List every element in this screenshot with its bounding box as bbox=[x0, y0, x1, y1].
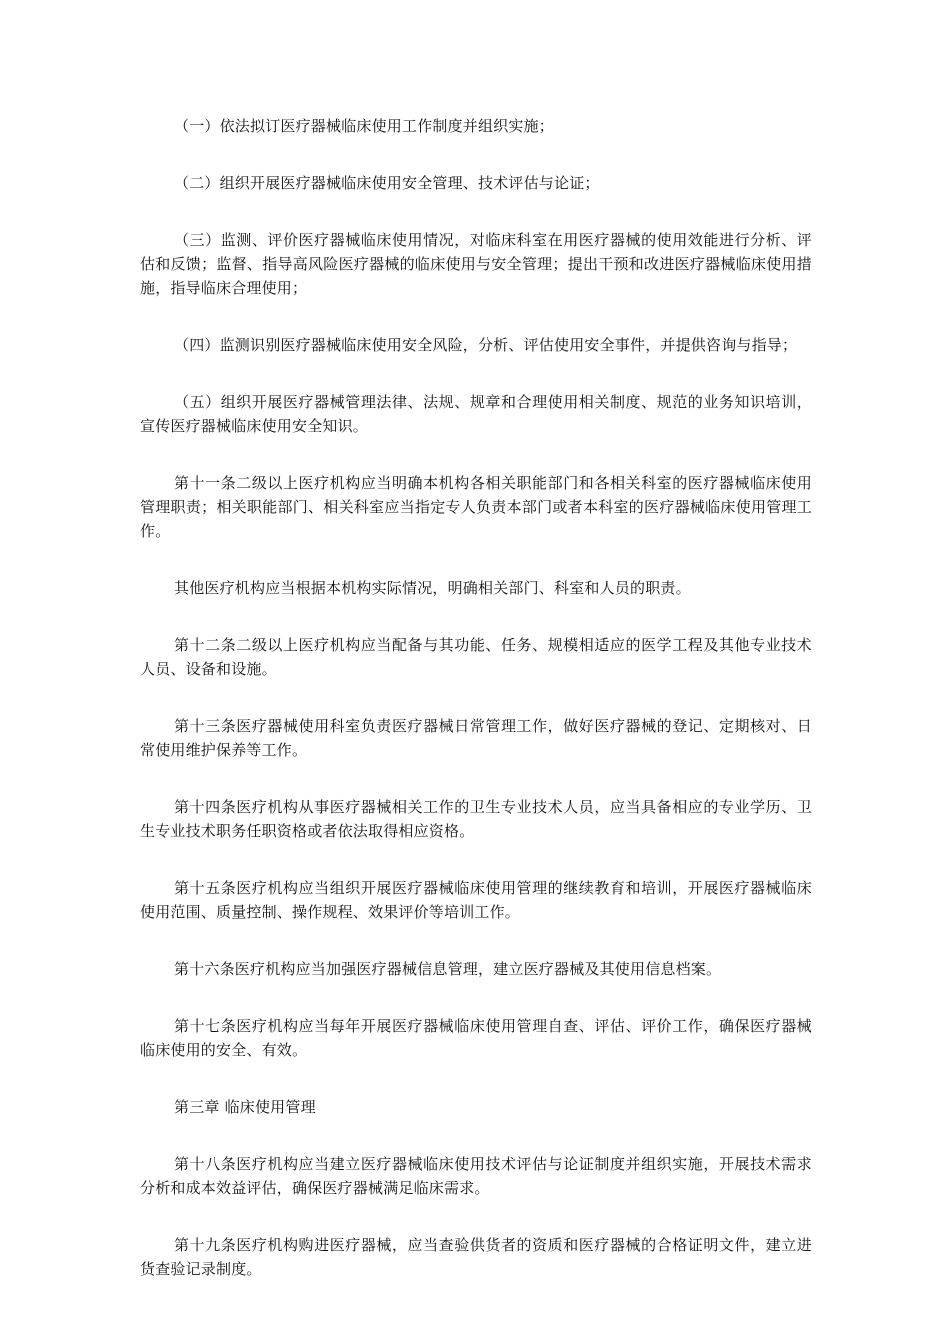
article-17: 第十七条医疗机构应当每年开展医疗器械临床使用管理自查、评估、评价工作，确保医疗器械临床使用的安全、有效。 bbox=[140, 1017, 812, 1059]
article-18: 第十八条医疗机构应当建立医疗器械临床使用技术评估与论证制度并组织实施，开展技术需求分析和成本效益评估，确保医疗器械满足临床需求。 bbox=[140, 1155, 812, 1197]
article-11-supplement: 其他医疗机构应当根据本机构实际情况，明确相关部门、科室和人员的职责。 bbox=[174, 579, 691, 597]
article-13: 第十三条医疗器械使用科室负责医疗器械日常管理工作，做好医疗器械的登记、定期核对、日常使用维护保养等工作。 bbox=[140, 717, 812, 759]
paragraph-item-4: （四）监测识别医疗器械临床使用安全风险，分析、评估使用安全事件，并提供咨询与指导； bbox=[174, 336, 798, 354]
article-19: 第十九条医疗机构购进医疗器械，应当查验供货者的资质和医疗器械的合格证明文件，建立进货查验记录制度。 bbox=[140, 1236, 812, 1278]
chapter-3-heading: 第三章 临床使用管理 bbox=[174, 1098, 316, 1116]
document-body bbox=[140, 114, 812, 1314]
article-14: 第十四条医疗机构从事医疗器械相关工作的卫生专业技术人员，应当具备相应的专业学历、卫生专业技术职务任职资格或者依法取得相应资格。 bbox=[140, 798, 812, 840]
paragraph-item-5: （五）组织开展医疗器械管理法律、法规、规章和合理使用相关制度、规范的业务知识培训，宣传医疗器械临床使用安全知识。 bbox=[140, 393, 812, 435]
article-11: 第十一条二级以上医疗机构应当明确本机构各相关职能部门和各相关科室的医疗器械临床使用管理职责；相关职能部门、相关科室应当指定专人负责本部门或者本科室的医疗器械临床使用管理工作。 bbox=[140, 474, 812, 540]
paragraph-item-1: （一）依法拟订医疗器械临床使用工作制度并组织实施； bbox=[174, 117, 555, 135]
paragraph-item-2: （二）组织开展医疗器械临床使用安全管理、技术评估与论证； bbox=[174, 174, 600, 192]
article-12: 第十二条二级以上医疗机构应当配备与其功能、任务、规模相适应的医学工程及其他专业技术人员、设备和设施。 bbox=[140, 636, 812, 678]
article-15: 第十五条医疗机构应当组织开展医疗器械临床使用管理的继续教育和培训，开展医疗器械临床使用范围、质量控制、操作规程、效果评价等培训工作。 bbox=[140, 879, 812, 921]
article-16: 第十六条医疗机构应当加强医疗器械信息管理，建立医疗器械及其使用信息档案。 bbox=[174, 960, 722, 978]
paragraph-item-3: （三）监测、评价医疗器械临床使用情况，对临床科室在用医疗器械的使用效能进行分析、评估和反馈；监督、指导高风险医疗器械的临床使用与安全管理；提出干预和改进医疗器械临床使用措施，指导临床合理使用； bbox=[140, 231, 812, 297]
